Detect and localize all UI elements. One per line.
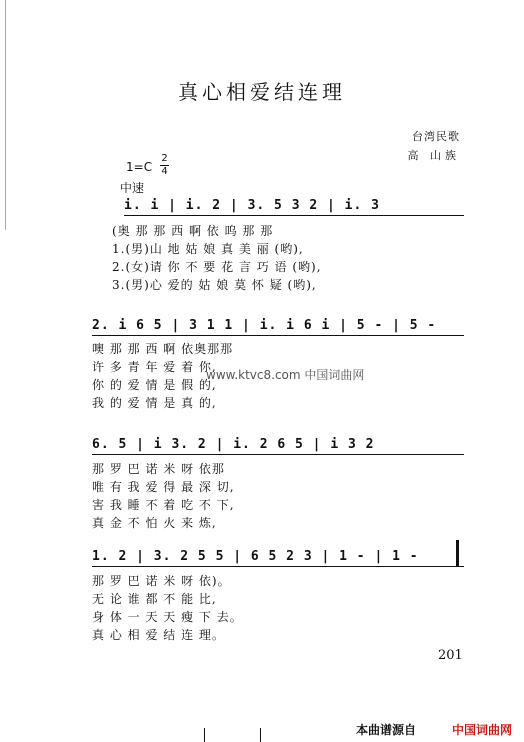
lyric-1-2: 1.(男)山 地 姑 娘 真 美 丽 (哟), bbox=[112, 242, 304, 256]
notation-line-1: i. i | i. 2 | 3. 5 3 2 | i. 3 bbox=[124, 198, 380, 213]
staff-underline-1 bbox=[124, 215, 464, 216]
time-signature-top: 2 bbox=[161, 153, 168, 164]
crop-mark-right bbox=[260, 728, 261, 742]
page-edge-line bbox=[5, 0, 6, 230]
lyric-4-4: 真 心 相 爱 结 连 理。 bbox=[92, 628, 225, 642]
key-signature: 1=C bbox=[126, 160, 153, 174]
footer-source-label: 本曲谱源自 bbox=[356, 723, 417, 737]
lyric-2-3: 你 的 爱 情 是 假 的, bbox=[92, 378, 217, 392]
lyric-1-1: (奥 那 那 西 啊 依 呜 那 那 bbox=[112, 224, 274, 238]
final-barline bbox=[456, 540, 459, 566]
watermark-url: www.ktvc8.com 中国词曲网 bbox=[206, 368, 365, 382]
song-origin: 台湾民歌 bbox=[412, 130, 460, 143]
staff-underline-3 bbox=[92, 454, 464, 455]
time-signature bbox=[160, 154, 169, 177]
lyric-2-1: 噢 那 那 西 啊 依奥那那 bbox=[92, 342, 234, 356]
notation-line-2: 2. i 6 5 | 3 1 1 | i. i 6 i | 5 - | 5 - bbox=[92, 318, 437, 333]
lyric-4-1: 那 罗 巴 诺 米 呀 依)。 bbox=[92, 574, 231, 588]
lyric-1-3: 2.(女)请 你 不 要 花 言 巧 语 (哟), bbox=[112, 260, 322, 274]
notation-line-3: 6. 5 | i 3. 2 | i. 2 6 5 | i 3 2 bbox=[92, 437, 375, 452]
lyric-2-4: 我 的 爱 情 是 真 的, bbox=[92, 396, 217, 410]
song-title: 真心相爱结连理 bbox=[178, 80, 346, 104]
lyric-4-2: 无 论 谁 都 不 能 比, bbox=[92, 592, 217, 606]
song-ethnic-group: 高 山族 bbox=[407, 149, 460, 162]
lyric-3-1: 那 罗 巴 诺 米 呀 依那 bbox=[92, 462, 225, 476]
time-signature-bottom: 4 bbox=[161, 166, 168, 177]
lyric-2-2: 许 多 青 年 爱 着 你, bbox=[92, 360, 217, 374]
notation-line-4: 1. 2 | 3. 2 5 5 | 6 5 2 3 | 1 - | 1 - bbox=[92, 549, 419, 564]
crop-mark-left bbox=[204, 728, 205, 742]
lyric-4-3: 身 体 一 天 天 瘦 下 去。 bbox=[92, 610, 243, 624]
lyric-1-4: 3.(男)心 爱的 姑 娘 莫 怀 疑 (哟), bbox=[112, 278, 317, 292]
lyric-3-4: 真 金 不 怕 火 来 炼, bbox=[92, 516, 217, 530]
lyric-3-3: 害 我 睡 不 着 吃 不 下, bbox=[92, 498, 235, 512]
staff-underline-4 bbox=[92, 566, 464, 567]
footer-site-link[interactable]: 中国词曲网 bbox=[452, 723, 513, 737]
page-number: 201 bbox=[438, 648, 463, 663]
lyric-3-2: 唯 有 我 爱 得 最 深 切, bbox=[92, 480, 235, 494]
staff-underline-2 bbox=[92, 335, 464, 336]
tempo-marking: 中速 bbox=[120, 181, 145, 195]
